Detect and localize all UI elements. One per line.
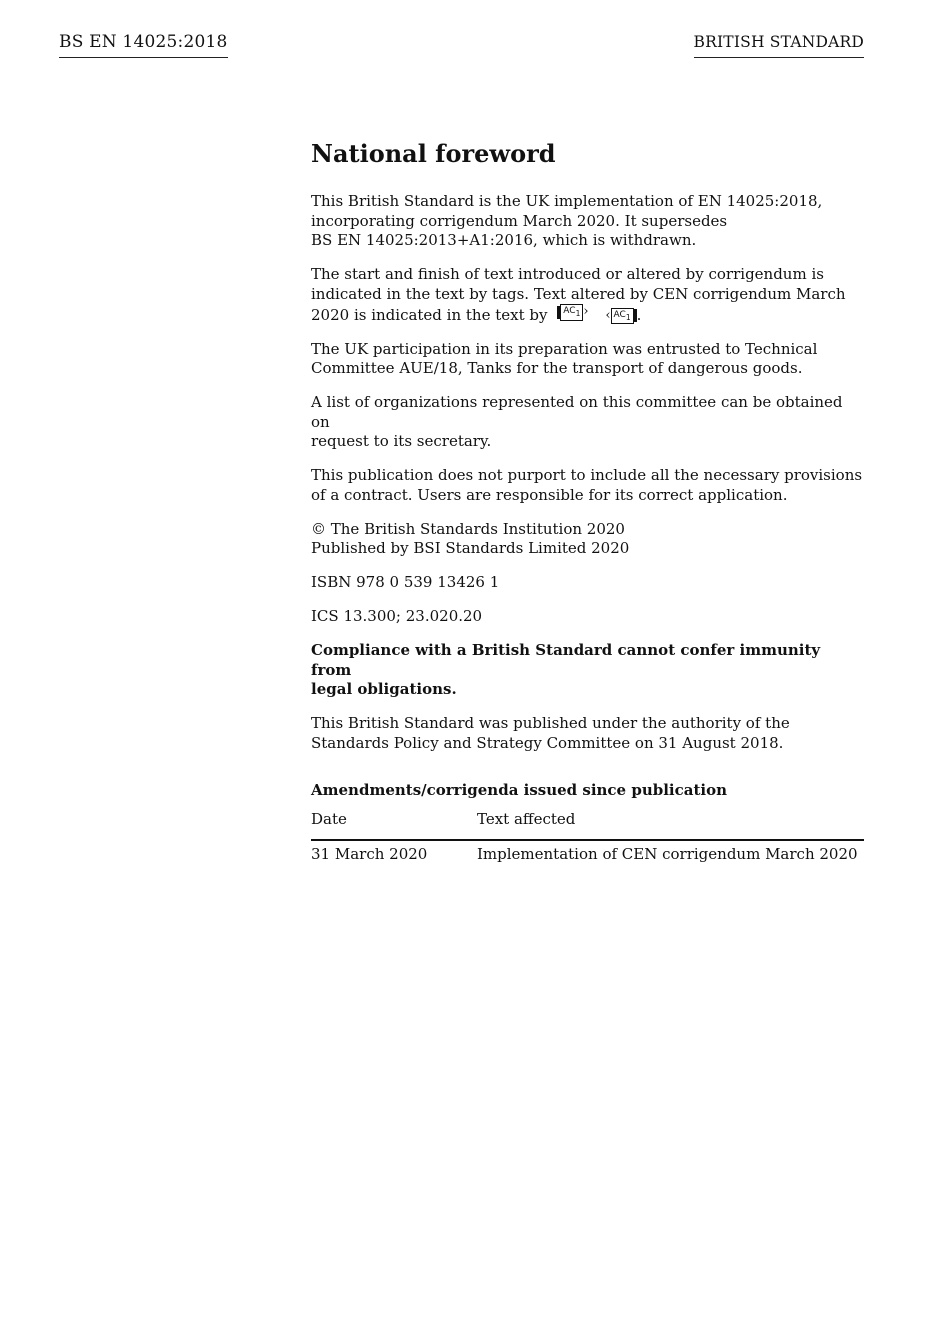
text-line: legal obligations. (311, 680, 457, 699)
text-line: Standards Policy and Strategy Committee on 31 August 2018. (311, 733, 784, 752)
paragraph-organizations (311, 393, 864, 452)
amendments-heading: Amendments/corrigenda issued since publication (311, 781, 727, 800)
page-title: National foreword (311, 139, 556, 168)
text-line: © The British Standards Institution 2020 (311, 519, 625, 538)
text-line: indicated in the text by tags. Text altered by CEN corrigendum March (311, 284, 846, 303)
national-foreword-section (311, 138, 864, 863)
ac-start-tag-icon (557, 304, 588, 321)
text-line: The start and finish of text introduced or altered by corrigendum is (311, 265, 824, 283)
text-line-prefix: 2020 is indicated in the text by (311, 305, 548, 324)
paragraph-committee (311, 340, 864, 379)
text-line: A list of organizations represented on this committee can be obtained on (311, 393, 843, 431)
column-header-date: Date (311, 808, 477, 840)
text-line-with-tags (311, 304, 864, 325)
paragraph-corrigendum-tags (311, 265, 864, 325)
ics-code: ICS 13.300; 23.020.20 (311, 607, 483, 626)
table-header-row (311, 808, 864, 840)
ac-end-tag-icon (605, 308, 636, 325)
text-line: of a contract. Users are responsible for its correct application. (311, 485, 788, 504)
tag-box (611, 308, 634, 325)
paragraph-provisions (311, 466, 864, 505)
document-number: BS EN 14025:2018 (59, 31, 228, 58)
paragraph-implementation (311, 192, 864, 251)
text-line: The UK participation in its preparation was entrusted to Technical (311, 339, 818, 358)
column-header-text-affected: Text affected (477, 808, 864, 840)
text-line: This British Standard was published under the authority of the (311, 714, 790, 733)
tag-box (560, 304, 583, 321)
text-line: Published by BSI Standards Limited 2020 (311, 539, 630, 558)
text-line: This British Standard is the UK implementation of EN 14025:2018, (311, 192, 823, 210)
tag-label: AC (563, 306, 576, 316)
tag-index: 1 (575, 308, 581, 318)
paragraph-authority (311, 714, 864, 753)
amendment-text-affected: Implementation of CEN corrigendum March 2020 (477, 845, 858, 864)
text-line: BS EN 14025:2013+A1:2016, which is withdrawn. (311, 231, 697, 249)
tag-index: 1 (625, 312, 631, 322)
document-type: BRITISH STANDARD (694, 31, 865, 58)
paragraph-copyright (311, 520, 864, 559)
tag-label: AC (613, 309, 626, 320)
text-line: request to its secretary. (311, 432, 492, 451)
amendments-table (311, 808, 864, 863)
tag-chevron-right: › (583, 304, 589, 320)
text-line: incorporating corrigendum March 2020. It supersedes (311, 211, 728, 230)
text-line-suffix: . (636, 305, 642, 324)
isbn: ISBN 978 0 539 13426 1 (311, 573, 500, 592)
table-row (311, 840, 864, 863)
text-line: Compliance with a British Standard cannot confer immunity from (311, 641, 821, 679)
text-line: This publication does not purport to include all the necessary provisions (311, 466, 863, 485)
tag-chevron-left: ‹ (605, 307, 611, 323)
text-line: Committee AUE/18, Tanks for the transport of dangerous goods. (311, 359, 803, 378)
amendment-date: 31 March 2020 (311, 845, 428, 864)
compliance-notice (311, 641, 864, 700)
